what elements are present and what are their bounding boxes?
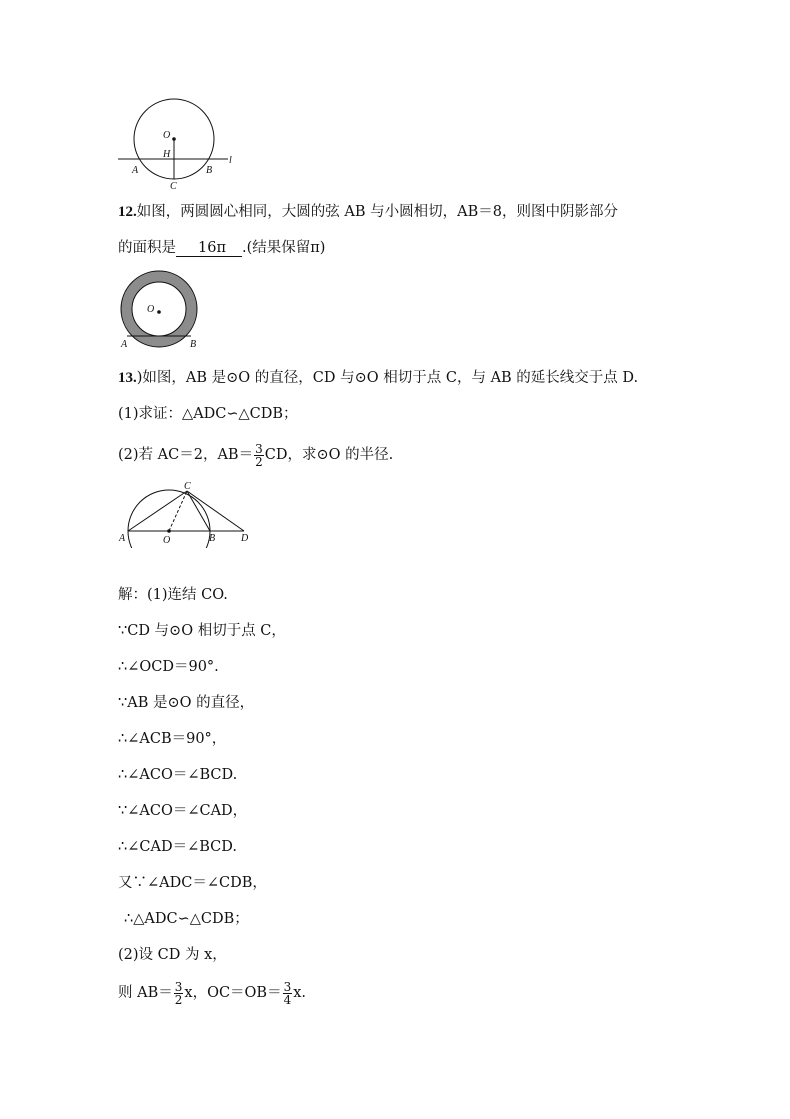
frac-numerator: 3 (174, 979, 183, 994)
segment-cd (187, 491, 244, 531)
solution-line-8 (118, 837, 237, 857)
figure-circle-diameter-tangent (112, 480, 257, 548)
frac-numerator: 3 (255, 441, 263, 456)
q13-part2 (118, 440, 393, 470)
q12-answer: 16π (176, 240, 242, 257)
solution-text: x，OC＝OB＝ (184, 985, 282, 1001)
solution-line-7 (118, 801, 247, 821)
figure-circle-tangent (112, 92, 242, 192)
solution-line-5 (118, 729, 226, 749)
center-dot (157, 310, 161, 314)
label-o: O (163, 130, 171, 141)
label-o: O (163, 535, 171, 546)
frac-numerator: 3 (283, 979, 292, 994)
q12-line2 (118, 238, 325, 258)
fraction-3-2 (254, 443, 264, 468)
q13-stem-text: )如图，AB 是⊙O 的直径，CD 与⊙O 相切于点 C，与 AB 的延长线交于点 D. (136, 370, 639, 386)
label-l: l (229, 155, 232, 166)
solution-line-4 (118, 693, 254, 713)
solution-line-2 (118, 621, 286, 641)
q12-number: 12. (118, 204, 137, 220)
label-d: D (241, 533, 249, 544)
solution-text: x. (293, 985, 307, 1001)
solution-text: ∴∠CAD＝∠BCD. (118, 839, 237, 855)
solution-text: 又∵∠ADC＝∠CDB， (118, 875, 267, 891)
solution-text: ∴∠ACB＝90°， (118, 731, 227, 747)
q12-text-prefix: 的面积是 (118, 240, 176, 256)
q13-stem (118, 368, 638, 388)
q12-text: 如图，两圆圆心相同，大圆的弦 AB 与小圆相切，AB＝8，则图中阴影部分 (136, 204, 618, 220)
label-o: O (147, 304, 155, 315)
figure-annulus (112, 270, 212, 352)
frac-denominator: 2 (174, 992, 183, 1007)
q13-part1 (118, 404, 298, 424)
solution-text: (2)设 CD 为 x， (118, 947, 227, 963)
center-dot (167, 529, 171, 533)
inner-circle (132, 282, 186, 336)
label-h: H (163, 149, 171, 160)
solution-text: ∴∠OCD＝90°. (118, 659, 219, 675)
solution-text: ∵AB 是⊙O 的直径， (118, 695, 255, 711)
label-c: C (170, 181, 177, 192)
label-a: A (121, 339, 128, 350)
solution-line-6 (118, 765, 237, 785)
label-b: B (206, 165, 213, 176)
solution-line-11 (118, 945, 227, 965)
solution-line-1 (118, 585, 228, 605)
q12-line1 (118, 202, 618, 222)
frac-denominator: 2 (255, 454, 263, 469)
solution-text: ∴∠ACO＝∠BCD. (118, 767, 238, 783)
solution-line-9 (118, 873, 267, 893)
solution-line-12 (118, 978, 306, 1008)
label-b: B (190, 339, 197, 350)
q13-part2-suffix: CD，求⊙O 的半径. (264, 447, 394, 463)
frac-denominator: 4 (283, 992, 292, 1007)
fraction-3-4 (283, 981, 293, 1006)
label-c: C (184, 481, 191, 492)
q13-part2-prefix: (2)若 AC＝2，AB＝ (118, 447, 254, 463)
segment-bc (187, 491, 210, 531)
solution-text: ∴△ADC∽△CDB； (124, 911, 249, 927)
q12-text-suffix: .(结果保留π) (241, 240, 326, 256)
solution-text: 解：(1)连结 CO. (118, 587, 228, 603)
fraction-3-2 (174, 981, 184, 1006)
q13-number: 13. (118, 370, 137, 386)
label-b: B (209, 533, 216, 544)
solution-text: 则 AB＝ (118, 985, 173, 1001)
solution-text: ∵CD 与⊙O 相切于点 C， (118, 623, 286, 639)
label-a: A (119, 533, 126, 544)
q13-part1-text: (1)求证：△ADC∽△CDB； (118, 406, 298, 422)
solution-text: ∵∠ACO＝∠CAD， (118, 803, 248, 819)
label-a: A (132, 165, 139, 176)
center-dot (172, 137, 176, 141)
solution-line-10 (124, 909, 249, 929)
solution-line-3 (118, 657, 219, 677)
